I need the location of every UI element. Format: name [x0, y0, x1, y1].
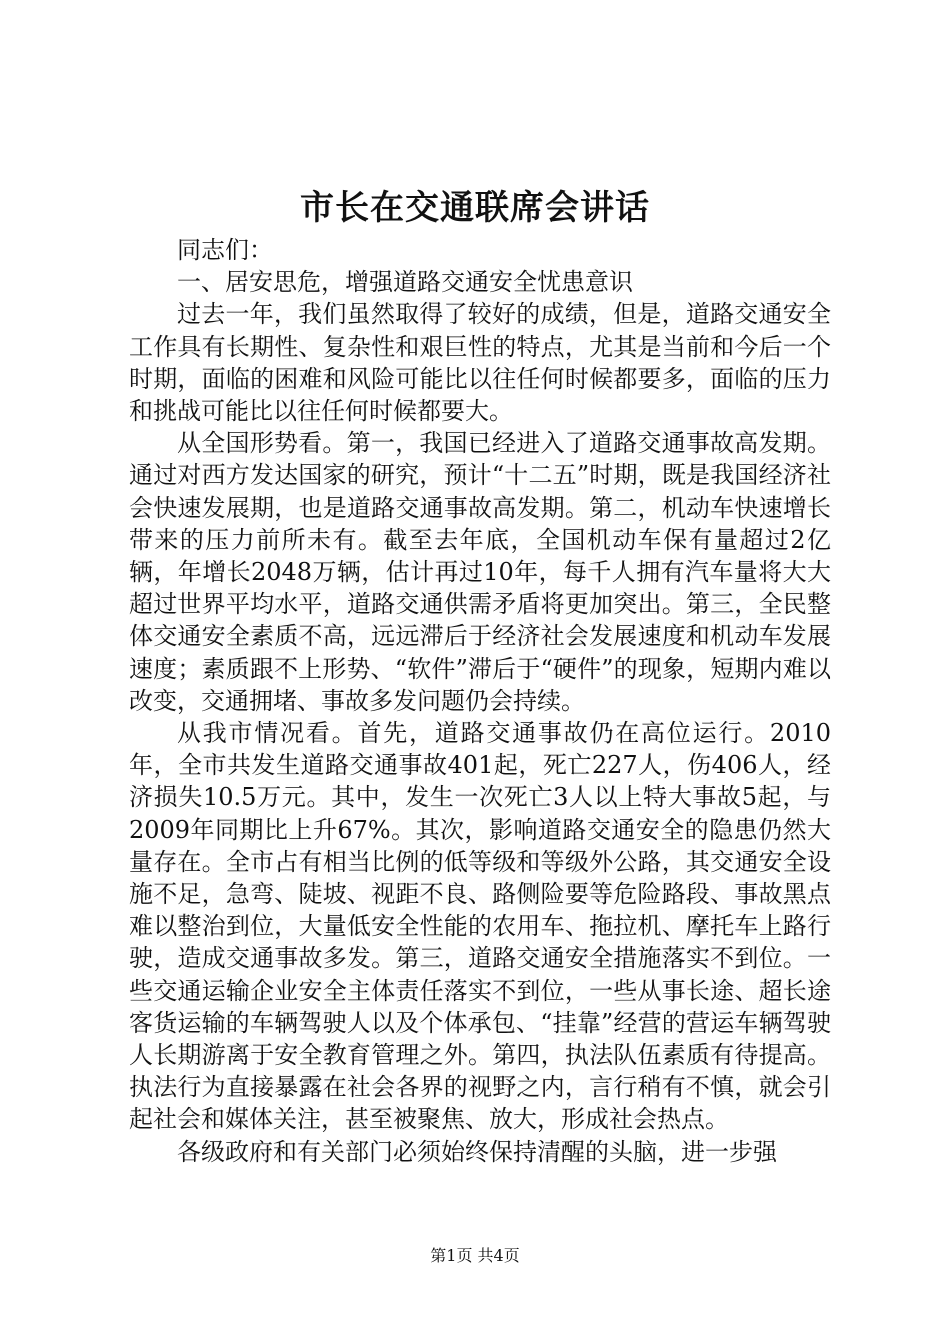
section-heading: 一、居安思危，增强道路交通安全忧患意识: [177, 268, 633, 297]
body-paragraph: 从全国形势看。第一，我国已经进入了道路交通事故高发期。通过对西方发达国家的研究，预计“十二五”时期，既是我国经济社会快速发展期，也是道路交通事故高发期。第二，机动车快速增长带来的压力前所未有。截至去年底，全国机动车保有量超过2亿辆，年增长2048万辆，估计再过10年，每千人拥有汽车量将大大超过世界平均水平，道路交通供需矛盾将更加突出。第三，全民整体交通安全素质不高，远远滞后于经济社会发展速度和机动车发展速度；素质跟不上形势、“软件”滞后于“硬件”的现象，短期内难以改变，交通拥堵、事故多发问题仍会持续。: [129, 429, 831, 715]
body-paragraph: 从我市情况看。首先，道路交通事故仍在高位运行。2010年，全市共发生道路交通事故401起，死亡227人，伤406人，经济损失10.5万元。其中，发生一次死亡3人以上特大事故5起，与2009年同期比上升67%。其次，影响道路交通安全的隐患仍然大量存在。全市占有相当比例的低等级和等级外公路，其交通安全设施不足，急弯、陡坡、视距不良、路侧险要等危险路段、事故黑点难以整治到位，大量低安全性能的农用车、拖拉机、摩托车上路行驶，造成交通事故多发。第三，道路交通安全措施落实不到位。一些交通运输企业安全主体责任落实不到位，一些从事长途、超长途客货运输的车辆驾驶人以及个体承包、“挂靠”经营的营运车辆驾驶人长期游离于安全教育管理之外。第四，执法队伍素质有待提高。执法行为直接暴露在社会各界的视野之内，言行稍有不慎，就会引起社会和媒体关注，甚至被聚焦、放大，形成社会热点。: [129, 719, 831, 1134]
document-title: 市长在交通联席会讲话: [300, 188, 650, 228]
body-paragraph: 过去一年，我们虽然取得了较好的成绩，但是，道路交通安全工作具有长期性、复杂性和艰巨性的特点，尤其是当前和今后一个时期，面临的困难和风险可能比以往任何时候都要多，面临的压力和挑战可能比以往任何时候都要大。: [129, 300, 831, 426]
page-footer: 第1页 共4页: [430, 1246, 520, 1265]
salutation-paragraph: 同志们：: [177, 236, 273, 264]
document-body: [129, 234, 831, 1168]
body-paragraph: 各级政府和有关部门必须始终保持清醒的头脑，进一步强: [177, 1137, 777, 1166]
